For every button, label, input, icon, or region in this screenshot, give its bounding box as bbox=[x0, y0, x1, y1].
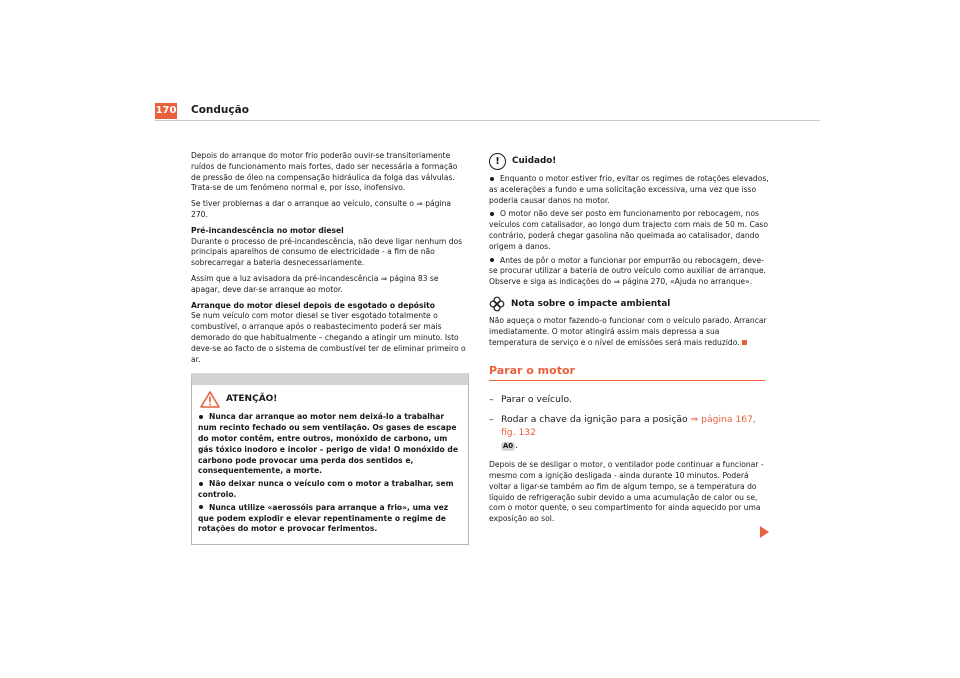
chapter-title: Condução bbox=[191, 104, 249, 116]
environment-flower-icon bbox=[489, 296, 505, 312]
end-of-section-mark bbox=[742, 340, 747, 345]
step-2: – Rodar a chave da ignição para a posição ⇒ página 167, fig. 132 A0 . bbox=[489, 414, 756, 452]
paragraph-preheating: Durante o processo de pré-incandescência, não deve ligar nenhum dos principais aparelhos de consumo de electricidade - a fim de não sobrecarregar a bateria desnecessariamente. bbox=[191, 236, 463, 268]
warning-item: Não deixar nunca o veículo com o motor a trabalhar, sem controlo. bbox=[198, 479, 454, 499]
paragraph-empty-tank: Se num veículo com motor diesel se tiver esgotado totalmente o combustível, o arranque após o reabastecimento poderá ser mais demorado do que habitualmente – chegando a atingir um minuto. Isto deve-se ao facto de o sistema de combustível ter de eliminar primeiro o ar. bbox=[191, 311, 466, 364]
page-header bbox=[155, 103, 820, 121]
exclamation-circle-icon: ! bbox=[489, 153, 506, 170]
position-badge: A0 bbox=[502, 442, 514, 451]
warning-box bbox=[191, 373, 469, 545]
caution-header bbox=[489, 153, 769, 170]
right-column bbox=[489, 153, 769, 530]
caution-item: Enquanto o motor estiver frio, evitar os regimes de rotações elevados, as acelerações a fundo e uma solicitação excessiva, uma vez que isso poderia causar danos no motor. bbox=[489, 174, 769, 205]
warning-header bbox=[198, 391, 462, 408]
paragraph-fan-after-stop: Depois de se desligar o motor, o ventilador pode continuar a funcionar - mesmo com a ignição desligada - ainda durante 10 minutos. Poderá voltar a ligar-se também ao fim de algum tempo, se a temperatura do líquido de refrigeração subir devido a uma acumulação de calor ou se, com o motor quente, o seu compartimento for ainda aquecido por uma exposição ao sol. bbox=[489, 460, 764, 524]
subheading-empty-tank: Arranque do motor diesel depois de esgotado o depósito bbox=[191, 300, 435, 310]
bullet-icon bbox=[199, 505, 203, 509]
caution-item: O motor não deve ser posto em funcionamento por rebocagem, nos veículos com catalisador, ao longo dum trajecto com mais de 50 m. Caso contrário, poderá chegar gasolina não queimada ao catalisador, dando origem a danos. bbox=[489, 209, 769, 251]
subheading-preheating: Pré-incandescência no motor diesel bbox=[191, 225, 344, 235]
environment-note-text: Não aqueça o motor fazendo-o funcionar com o veículo parado. Arrancar imediatamente. O motor atingirá assim mais depressa a sua temperatura de serviço e o nível de emissões será mais reduzido. bbox=[489, 315, 767, 347]
environment-note-title: Nota sobre o impacte ambiental bbox=[511, 298, 671, 309]
section-title: Parar o motor bbox=[489, 364, 575, 378]
environment-note-header bbox=[489, 296, 769, 312]
bullet-icon bbox=[490, 258, 494, 262]
next-page-arrow-icon[interactable] bbox=[760, 526, 769, 538]
warning-item: Nunca dar arranque ao motor nem deixá-lo a trabalhar num recinto fechado ou sem ventilação. Os gases de escape do motor contêm, entre outros, monóxido de carbono, um gás tóxico inodoro e incolor – perigo de vida! O monóxido de carbono pode provocar uma perda dos sentidos e, consequentemente, a morte. bbox=[198, 412, 459, 476]
warning-item: Nunca utilize «aerossóis para arranque a frio», uma vez que podem explodir e elevar repentinamente o regime de rotações do motor e provocar ferimentos. bbox=[198, 502, 449, 534]
page-number: 170 bbox=[155, 103, 177, 119]
bullet-icon bbox=[199, 415, 203, 419]
caution-item: Antes de pôr o motor a funcionar por empurrão ou rebocagem, deve-se procurar utilizar a bateria de outro veículo como auxiliar de arranque. Observe e siga as indicações do ⇒ página 270, «Ajuda no arranque». bbox=[489, 255, 766, 287]
warning-triangle-icon bbox=[200, 391, 220, 408]
warning-title: ATENÇÃO! bbox=[226, 394, 278, 405]
caution-title: Cuidado! bbox=[512, 156, 557, 167]
left-column bbox=[191, 151, 469, 545]
section-divider bbox=[489, 380, 765, 381]
paragraph-start-problems: Se tiver problemas a dar o arranque ao veículo, consulte o ⇒ página 270. bbox=[191, 199, 452, 219]
page-reference-link[interactable]: ⇒ página 167, fig. 132 bbox=[501, 414, 756, 439]
paragraph-preheat-light: Assim que a luz avisadora da pré-incandescência ⇒ página 83 se apagar, deve dar-se arranque ao motor. bbox=[191, 273, 439, 294]
header-divider bbox=[155, 120, 820, 121]
bullet-icon bbox=[199, 482, 203, 486]
paragraph-cold-start-noise: Depois do arranque do motor frio poderão ouvir-se transitoriamente ruídos de funcionamento mais fortes, dado ser necessária a formação de pressão de óleo na compensação hidráulica da folga das válvulas. Trata-se de um fenómeno normal e, por isso, inofensivo. bbox=[191, 151, 458, 193]
bullet-icon bbox=[490, 212, 494, 216]
bullet-icon bbox=[490, 177, 494, 181]
step-1: – Parar o veículo. bbox=[489, 394, 572, 406]
